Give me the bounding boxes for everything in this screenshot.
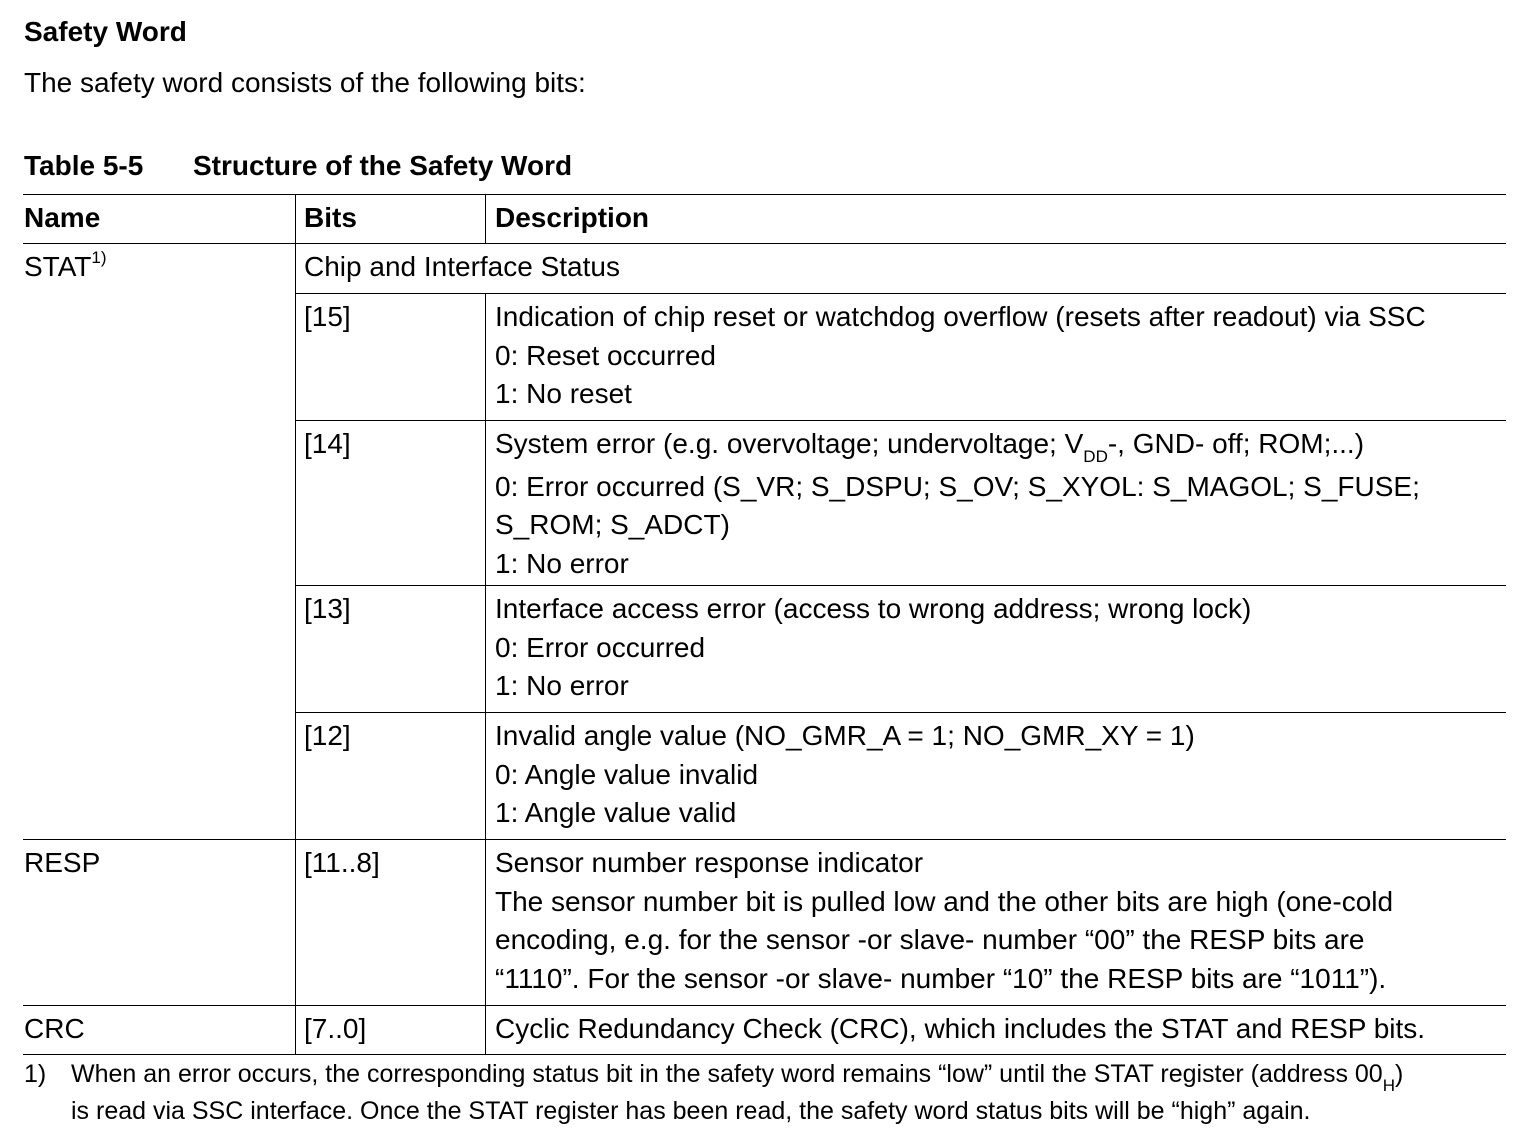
row-15-description: [495, 298, 1426, 414]
row-14-bits: [14]: [304, 428, 351, 459]
footnote-text: [71, 1057, 1403, 1128]
desc-line: 1: No error: [495, 547, 629, 579]
hex-subscript: H: [1382, 1076, 1395, 1095]
desc-line: Indication of chip reset or watchdog overflow (resets after readout) via SSC: [495, 301, 1426, 332]
row-15-bottom-rule: [295, 420, 1506, 421]
resp-description: [495, 844, 1393, 998]
table-top-rule: [23, 194, 1506, 195]
desc-line: 1: No error: [495, 670, 629, 701]
footnote-marker: 1): [24, 1060, 47, 1088]
desc-line: The sensor number bit is pulled low and the other bits are high (one-cold: [495, 885, 1394, 917]
footnote-line-text: ): [1394, 1060, 1404, 1088]
desc-line: Sensor number response indicator: [495, 847, 924, 878]
row-13-description: [495, 590, 1251, 706]
footnote-line-text: When an error occurs, the corresponding status bit in the safety word remains “low” until the STAT register (address 00: [71, 1060, 1383, 1088]
resp-bottom-rule: [23, 1005, 1506, 1006]
stat-name-text: STAT: [24, 251, 92, 282]
stat-group-rule: [295, 293, 1506, 294]
bits-desc-divider: [485, 294, 486, 1054]
desc-text: -, GND- off; ROM;...): [1107, 428, 1365, 459]
desc-line: 0: Reset occurred: [495, 339, 716, 371]
desc-line: 0: Error occurred (S_VR; S_DSPU; S_OV; S_XYOL: S_MAGOL; S_FUSE;: [495, 470, 1420, 502]
row-13-bits: [13]: [304, 593, 351, 624]
desc-line: 0: Error occurred: [495, 631, 706, 663]
stat-group-label: Chip and Interface Status: [304, 251, 620, 282]
desc-line: encoding, e.g. for the sensor -or slave- number “00” the RESP bits are: [495, 924, 1365, 955]
desc-line: 1: Angle value valid: [495, 797, 737, 828]
header-bottom-rule: [23, 243, 1506, 244]
row-12-description: [495, 717, 1195, 833]
header-name: Name: [24, 202, 101, 233]
footnote-line: is read via SSC interface. Once the STAT register has been read, the safety word status bits will be “high” again.: [71, 1097, 1311, 1125]
row-14-description: [495, 425, 1420, 583]
desc-line: 1: No reset: [495, 378, 632, 409]
section-intro: The safety word consists of the following bits:: [24, 67, 586, 98]
row-13-bottom-rule: [295, 712, 1506, 713]
desc-line: 0: Angle value invalid: [495, 758, 759, 790]
bits-desc-divider-header: [485, 195, 486, 243]
desc-line: “1110”. For the sensor -or slave- number “10” the RESP bits are “1011”).: [495, 962, 1387, 994]
row-15-bits: [15]: [304, 301, 351, 332]
table-caption: [24, 150, 572, 182]
crc-description: Cyclic Redundancy Check (CRC), which includes the STAT and RESP bits.: [495, 1013, 1426, 1044]
resp-name: RESP: [24, 847, 101, 878]
table-bottom-rule: [23, 1054, 1506, 1055]
desc-line: Invalid angle value (NO_GMR_A = 1; NO_GMR_XY = 1): [495, 720, 1195, 751]
header-bits: Bits: [304, 202, 357, 233]
desc-text: System error (e.g. overvoltage; undervoltage; V: [495, 428, 1084, 459]
crc-name: CRC: [24, 1013, 85, 1044]
header-description: Description: [495, 202, 650, 233]
row-14-bottom-rule: [295, 585, 1506, 586]
desc-line: [495, 425, 1420, 468]
name-bits-divider: [295, 195, 296, 1054]
table-caption-number: Table 5-5: [24, 150, 144, 181]
desc-line: S_ROM; S_ADCT): [495, 509, 730, 540]
stat-bottom-rule: [23, 839, 1506, 840]
crc-bits: [7..0]: [304, 1013, 367, 1044]
stat-name: [24, 248, 107, 291]
section-heading: Safety Word: [24, 16, 187, 47]
row-12-bits: [12]: [304, 720, 351, 751]
vdd-subscript: DD: [1083, 447, 1108, 466]
stat-footnote-ref: 1): [91, 248, 107, 267]
desc-line: Interface access error (access to wrong address; wrong lock): [495, 593, 1252, 624]
table-caption-title: Structure of the Safety Word: [193, 150, 573, 181]
resp-bits: [11..8]: [304, 847, 380, 878]
footnote-line: [71, 1057, 1403, 1094]
